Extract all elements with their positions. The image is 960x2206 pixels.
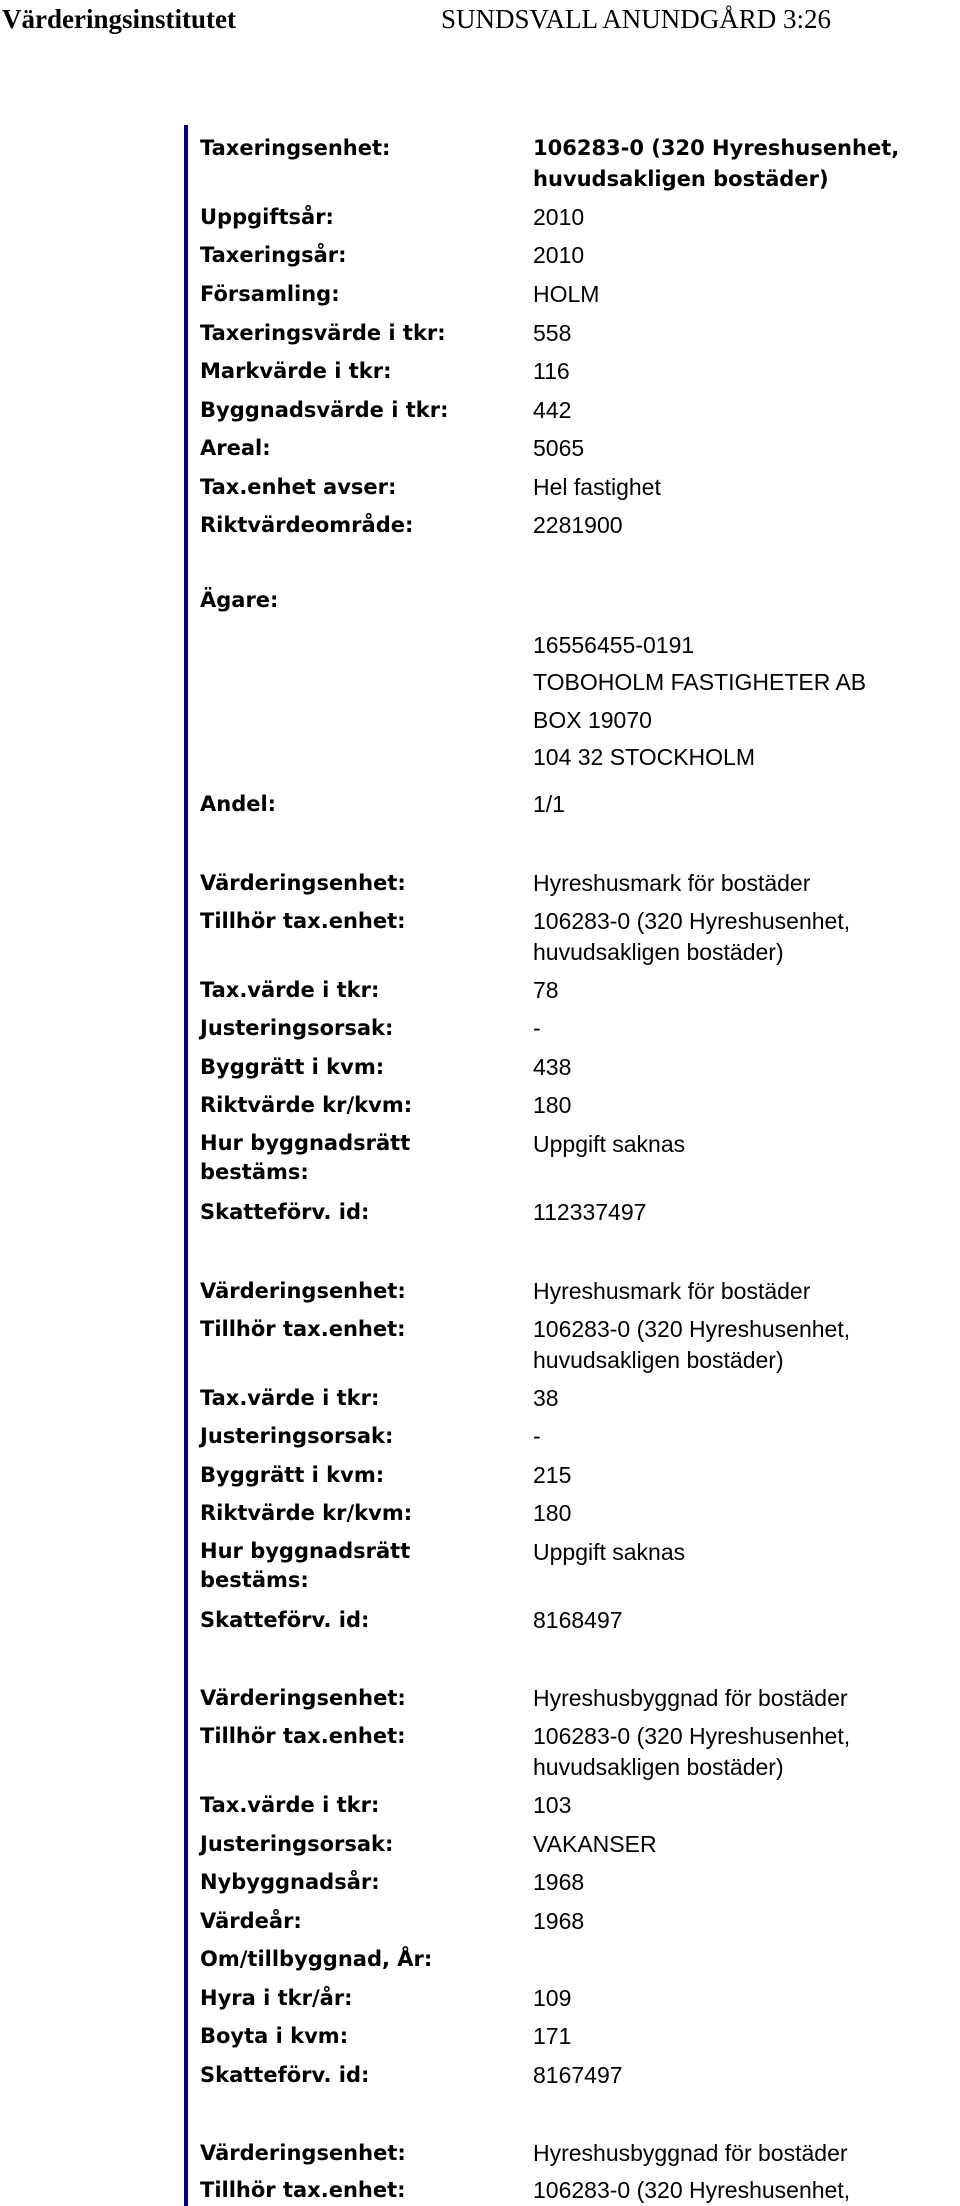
value: Hyreshusbyggnad för bostäder <box>533 2140 848 2166</box>
value-line: 106283-0 (320 Hyreshusenhet, <box>533 1723 851 1749</box>
value: 1968 <box>533 1869 585 1895</box>
value <box>533 1314 953 1376</box>
value: 171 <box>533 2023 572 2049</box>
value-line: 106283-0 (320 Hyreshusenhet, <box>533 1316 851 1342</box>
value: 106283-0 (320 Hyreshusenhet, <box>533 2177 851 2203</box>
label: Tax.enhet avser: <box>200 475 397 499</box>
label: Värderingsenhet: <box>200 2141 406 2165</box>
label: Tillhör tax.enhet: <box>200 1724 406 1748</box>
label: Justeringsorsak: <box>200 1016 394 1040</box>
label: Tax.värde i tkr: <box>200 978 380 1002</box>
owner-name: TOBOHOLM FASTIGHETER AB <box>533 669 867 695</box>
label: Riktvärde kr/kvm: <box>200 1093 413 1117</box>
value: Hyreshusmark för bostäder <box>533 870 811 896</box>
label: Justeringsorsak: <box>200 1424 394 1448</box>
value-line: huvudsakligen bostäder) <box>533 167 829 191</box>
label: Skatteförv. id: <box>200 2063 370 2087</box>
value: 2010 <box>533 204 585 230</box>
value: Hel fastighet <box>533 474 661 500</box>
label: Taxeringsvärde i tkr: <box>200 321 446 345</box>
label: Markvärde i tkr: <box>200 359 392 383</box>
value-line: 106283-0 (320 Hyreshusenhet, <box>533 136 900 160</box>
value: 38 <box>533 1385 559 1411</box>
label: Skatteförv. id: <box>200 1200 370 1224</box>
label: Taxeringsenhet: <box>200 136 391 160</box>
value: 180 <box>533 1500 572 1526</box>
value: 8167497 <box>533 2062 623 2088</box>
value: 180 <box>533 1092 572 1118</box>
value: 112337497 <box>533 1199 647 1225</box>
value: 442 <box>533 397 572 423</box>
label: Om/tillbyggnad, År: <box>200 1947 433 1971</box>
value: 2010 <box>533 242 585 268</box>
value: 2281900 <box>533 512 623 538</box>
label: Uppgiftsår: <box>200 205 334 229</box>
label: Hur byggnadsrätt bestäms: <box>200 1539 411 1592</box>
value: 116 <box>533 358 570 384</box>
label: Andel: <box>200 792 277 816</box>
value <box>533 906 953 968</box>
owner-city: 104 32 STOCKHOLM <box>533 744 756 770</box>
owner-box: BOX 19070 <box>533 707 652 733</box>
value-line: huvudsakligen bostäder) <box>533 939 784 965</box>
left-margin-bar <box>184 125 188 2206</box>
label: Värderingsenhet: <box>200 1686 406 1710</box>
owner-orgnr: 16556455-0191 <box>533 632 695 658</box>
value <box>533 1721 953 1783</box>
label: Riktvärde kr/kvm: <box>200 1501 413 1525</box>
value: Hyreshusmark för bostäder <box>533 1278 811 1304</box>
value-line: huvudsakligen bostäder) <box>533 1754 784 1780</box>
label: Församling: <box>200 282 340 306</box>
property-designation: SUNDSVALL ANUNDGÅRD 3:26 <box>441 4 832 34</box>
label: Byggnadsvärde i tkr: <box>200 398 449 422</box>
value: Hyreshusbyggnad för bostäder <box>533 1685 848 1711</box>
label: Riktvärdeområde: <box>200 513 414 537</box>
label: Ägare: <box>200 588 279 612</box>
label: Byggrätt i kvm: <box>200 1055 385 1079</box>
property-record <box>200 0 960 2206</box>
value: Uppgift saknas <box>533 1131 686 1157</box>
value-line: 106283-0 (320 Hyreshusenhet, <box>533 908 851 934</box>
label: Tillhör tax.enhet: <box>200 909 406 933</box>
value: Uppgift saknas <box>533 1539 686 1565</box>
value: 1968 <box>533 1908 585 1934</box>
label: Tax.värde i tkr: <box>200 1386 380 1410</box>
label: Tax.värde i tkr: <box>200 1793 380 1817</box>
value: 8168497 <box>533 1607 623 1633</box>
value: VAKANSER <box>533 1831 657 1857</box>
label: Värderingsenhet: <box>200 1279 406 1303</box>
value: 558 <box>533 320 572 346</box>
value-line: huvudsakligen bostäder) <box>533 1347 784 1373</box>
value: 5065 <box>533 435 585 461</box>
label: Justeringsorsak: <box>200 1832 394 1856</box>
value: - <box>533 1423 541 1449</box>
value: 438 <box>533 1054 572 1080</box>
label: Värderingsenhet: <box>200 871 406 895</box>
label: Tillhör tax.enhet: <box>200 2178 406 2202</box>
label: Byggrätt i kvm: <box>200 1463 385 1487</box>
label: Värdeår: <box>200 1909 302 1933</box>
label: Hyra i tkr/år: <box>200 1986 353 2010</box>
label: Skatteförv. id: <box>200 1608 370 1632</box>
label: Areal: <box>200 436 271 460</box>
label: Nybyggnadsår: <box>200 1870 380 1894</box>
label: Hur byggnadsrätt bestäms: <box>200 1131 411 1184</box>
value <box>533 133 953 195</box>
publisher-name: Värderingsinstitutet <box>2 4 236 34</box>
value: 215 <box>533 1462 572 1488</box>
value: 1/1 <box>533 791 565 817</box>
value: 109 <box>533 1985 572 2011</box>
value: - <box>533 1015 541 1041</box>
label: Tillhör tax.enhet: <box>200 1317 406 1341</box>
label: Taxeringsår: <box>200 243 347 267</box>
label: Boyta i kvm: <box>200 2024 349 2048</box>
value: 78 <box>533 977 559 1003</box>
value: 103 <box>533 1792 572 1818</box>
value: HOLM <box>533 281 600 307</box>
